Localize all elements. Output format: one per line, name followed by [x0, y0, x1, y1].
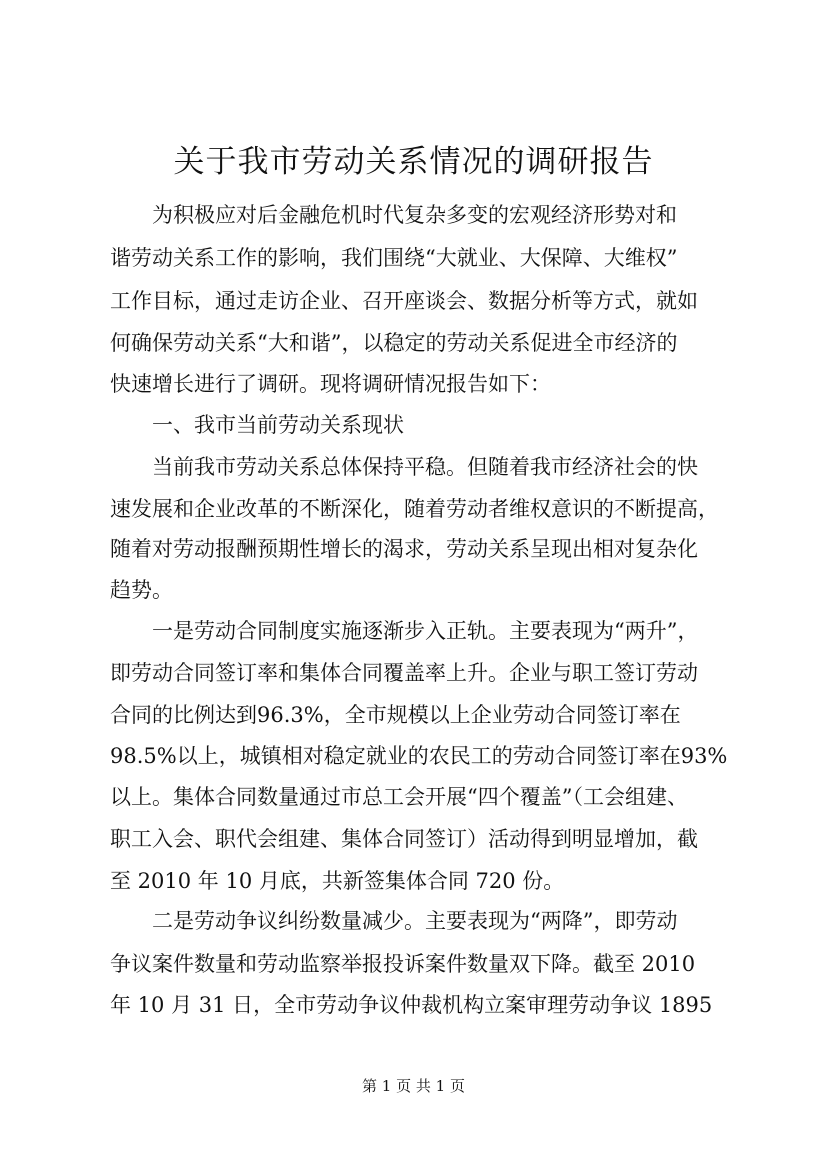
paragraph-line: 一是劳动合同制度实施逐渐步入正轨。主要表现为“两升”，: [152, 619, 699, 643]
paragraph-line: 速发展和企业改革的不断深化，随着劳动者维权意识的不断提高，: [110, 497, 719, 521]
paragraph-line: 为积极应对后金融危机时代复杂多变的宏观经济形势对和: [152, 203, 677, 227]
paragraph-line: 98.5%以上，城镇相对稳定就业的农民工的劳动合同签订率在93%: [110, 744, 728, 768]
paragraph-line: 工作目标，通过走访企业、召开座谈会、数据分析等方式，就如: [110, 289, 698, 313]
paragraph-line: 何确保劳动关系“大和谐”，以稳定的劳动关系促进全市经济的: [110, 331, 678, 355]
paragraph-line: 年 10 月 31 日，全市劳动争议仲裁机构立案审理劳动争议 1895: [110, 993, 713, 1017]
paragraph-line: 合同的比例达到96.3%，全市规模以上企业劳动合同签订率在: [110, 703, 681, 727]
paragraph-line: 快速增长进行了调研。现将调研情况报告如下：: [110, 372, 551, 396]
paragraph-line: 谐劳动关系工作的影响，我们围绕“大就业、大保障、大维权”: [110, 246, 678, 270]
paragraph-line: 趋势。: [110, 578, 173, 602]
section-heading: 一、我市当前劳动关系现状: [152, 413, 404, 437]
paragraph-line: 至 2010 年 10 月底，共新签集体合同 720 份。: [110, 869, 565, 893]
paragraph-line: 随着对劳动报酬预期性增长的渴求，劳动关系呈现出相对复杂化: [110, 537, 698, 561]
paragraph-line: 二是劳动争议纠纷数量减少。主要表现为“两降”，即劳动: [152, 909, 678, 933]
paragraph-line: 即劳动合同签订率和集体合同覆盖率上升。企业与职工签订劳动: [110, 661, 698, 685]
document-title: 关于我市劳动关系情况的调研报告: [173, 144, 654, 180]
paragraph-line: 职工入会、职代会组建、集体合同签订）活动得到明显增加，截: [110, 827, 698, 851]
paragraph-line: 以上。集体合同数量通过市总工会开展“四个覆盖”（工会组建、: [110, 785, 688, 809]
paragraph-line: 争议案件数量和劳动监察举报投诉案件数量双下降。截至 2010: [110, 952, 696, 976]
page-number-footer: 第 1 页 共 1 页: [362, 1077, 465, 1095]
paragraph-line: 当前我市劳动关系总体保持平稳。但随着我市经济社会的快: [152, 455, 698, 479]
